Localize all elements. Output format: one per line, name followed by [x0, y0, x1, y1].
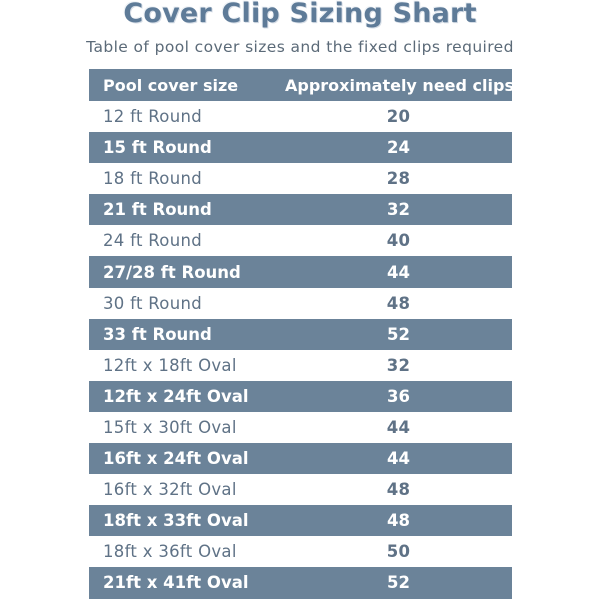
- cell-pool-size: 12 ft Round: [103, 107, 202, 127]
- cell-pool-size: 15ft x 30ft Oval: [103, 417, 237, 437]
- table-row: [89, 536, 512, 567]
- cell-clip-count: 32: [387, 200, 410, 220]
- cell-pool-size: 18ft x 36ft Oval: [103, 542, 237, 562]
- cell-clip-count: 28: [386, 169, 411, 189]
- cell-clip-count: 36: [387, 386, 410, 406]
- header-approximately-need-clips: Approximately need clips: [285, 75, 514, 95]
- table-row: [89, 319, 512, 350]
- cell-pool-size: 16ft x 24ft Oval: [103, 449, 249, 469]
- table-row: [89, 101, 512, 132]
- cell-pool-size: 24 ft Round: [103, 231, 202, 251]
- cell-pool-size: 21 ft Round: [103, 200, 212, 220]
- cell-clip-count: 24: [387, 138, 410, 158]
- table-row: [89, 256, 512, 287]
- cell-clip-count: 52: [387, 573, 410, 593]
- table-row: [89, 288, 512, 319]
- cell-clip-count: 50: [386, 542, 411, 562]
- cell-pool-size: 15 ft Round: [103, 138, 212, 158]
- table-row: [89, 412, 512, 443]
- page-title: Cover Clip Sizing Shart: [123, 0, 477, 29]
- cell-pool-size: 33 ft Round: [103, 324, 212, 344]
- table-row: [89, 225, 512, 256]
- cell-clip-count: 52: [387, 324, 410, 344]
- table-row: [89, 505, 512, 536]
- table-row: [89, 443, 512, 474]
- cell-clip-count: 44: [386, 417, 411, 437]
- cell-clip-count: 48: [387, 511, 410, 531]
- cell-clip-count: 40: [386, 231, 411, 251]
- table-row: [89, 163, 512, 194]
- table-row: [89, 132, 512, 163]
- table-row: [89, 381, 512, 412]
- cell-pool-size: 12ft x 18ft Oval: [103, 355, 237, 375]
- table-row: [89, 194, 512, 225]
- table-row: [89, 567, 512, 598]
- cell-clip-count: 32: [386, 355, 411, 375]
- cell-pool-size: 16ft x 32ft Oval: [103, 480, 237, 500]
- table-row: [89, 474, 512, 505]
- cell-pool-size: 21ft x 41ft Oval: [103, 573, 249, 593]
- cell-clip-count: 48: [386, 480, 411, 500]
- header-pool-cover-size: Pool cover size: [103, 75, 239, 95]
- cell-clip-count: 44: [387, 449, 410, 469]
- cell-pool-size: 30 ft Round: [103, 293, 202, 313]
- cell-pool-size: 27/28 ft Round: [103, 262, 241, 282]
- cell-clip-count: 48: [386, 293, 411, 313]
- cell-pool-size: 18ft x 33ft Oval: [103, 511, 249, 531]
- cell-clip-count: 20: [386, 107, 411, 127]
- cell-pool-size: 12ft x 24ft Oval: [103, 386, 249, 406]
- clip-sizing-table: [89, 69, 512, 599]
- cell-clip-count: 44: [387, 262, 410, 282]
- page-subtitle: Table of pool cover sizes and the fixed clips required: [86, 38, 514, 56]
- table-row: [89, 350, 512, 381]
- cell-pool-size: 18 ft Round: [103, 169, 202, 189]
- table-header-row: [89, 69, 512, 101]
